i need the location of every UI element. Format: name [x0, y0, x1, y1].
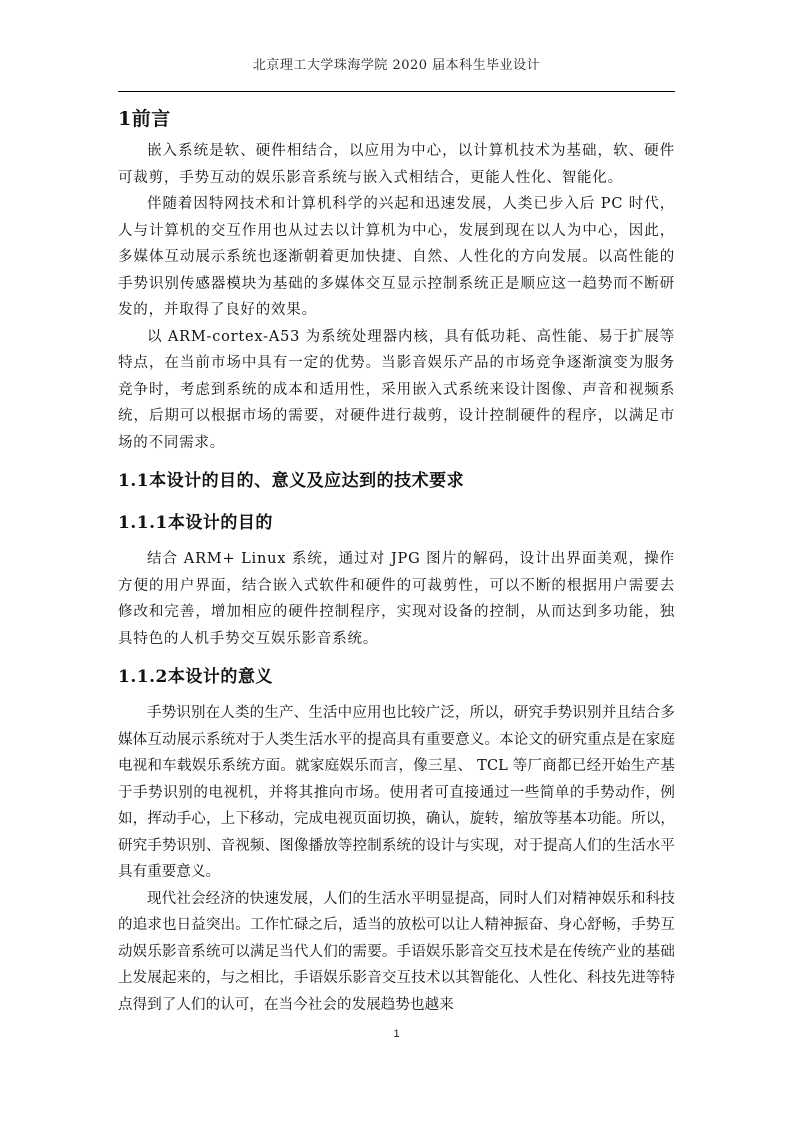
section-heading-1-1: 1.1本设计的目的、意义及应达到的技术要求 [118, 471, 465, 491]
section-heading-1: 1前言 [118, 108, 171, 130]
paragraph: 嵌入系统是软、硬件相结合，以应用为中心，以计算机技术为基础，软、硬件可裁剪，手势互动的娱乐影音系统与嵌入式相结合，更能人性化、智能化。 [118, 143, 675, 186]
paragraph: 手势识别在人类的生产、生活中应用也比较广泛，所以，研究手势识别并且结合多媒体互动展示系统对于人类生活水平的提高具有重要意义。本论文的研究重点是在家庭电视和车载娱乐系统方面。就家庭娱乐而言，像三星、 TCL 等厂商都已经开始生产基于手势识别的电视机，并将其推向市场。使用者可直接通过一些简单的手势动作，例如，挥动手心，上下移动，完成电视页面切换，确认，旋转，缩放等基本功能。所以，研究手势识别、音视频、图像播放等控制系统的设计与实现，对于提高人们的生活水平具有重要意义。 [118, 705, 675, 880]
page-number: 1 [393, 1028, 400, 1040]
section-heading-1-1-2: 1.1.2本设计的意义 [118, 667, 273, 687]
paragraph: 以 ARM-cortex-A53 为系统处理器内核，具有低功耗、高性能、易于扩展等特点，在当前市场中具有一定的优势。当影音娱乐产品的市场竞争逐渐演变为服务竞争时，考虑到系统的成本和适用性，采用嵌入式系统来设计图像、声音和视频系统，后期可以根据市场的需要，对硬件进行裁剪，设计控制硬件的程序，以满足市场的不同需求。 [118, 328, 675, 451]
paragraph: 现代社会经济的快速发展，人们的生活水平明显提高，同时人们对精神娱乐和科技的追求也日益突出。工作忙碌之后，适当的放松可以让人精神振奋、身心舒畅，手势互动娱乐影音系统可以满足当代人们的需要。手语娱乐影音交互技术是在传统产业的基础上发展起来的，与之相比，手语娱乐影音交互技术以其智能化、人性化、科技先进等特点得到了人们的认可，在当今社会的发展趋势也越来 [118, 890, 675, 1013]
page-content [118, 104, 675, 1018]
header-rule [118, 91, 675, 92]
paragraph: 伴随着因特网技术和计算机科学的兴起和迅速发展，人类已步入后 PC 时代，人与计算机的交互作用也从过去以计算机为中心，发展到现在以人为中心，因此，多媒体互动展示系统也逐渐朝着更加快捷、自然、人性化的方向发展。以高性能的手势识别传感器模块为基础的多媒体交互显示控制系统正是顺应这一趋势而不断研发的，并取得了良好的效果。 [118, 196, 675, 318]
running-header: 北京理工大学珠海学院 2020 届本科生毕业设计 [252, 58, 541, 73]
paragraph: 结合 ARM+ Linux 系统，通过对 JPG 图片的解码，设计出界面美观，操作方便的用户界面，结合嵌入式软件和硬件的可裁剪性，可以不断的根据用户需要去修改和完善，增加相应的硬件控制程序，实现对设备的控制，从而达到多功能，独具特色的人机手势交互娱乐影音系统。 [118, 551, 675, 647]
section-heading-1-1-1: 1.1.1本设计的目的 [118, 513, 273, 533]
